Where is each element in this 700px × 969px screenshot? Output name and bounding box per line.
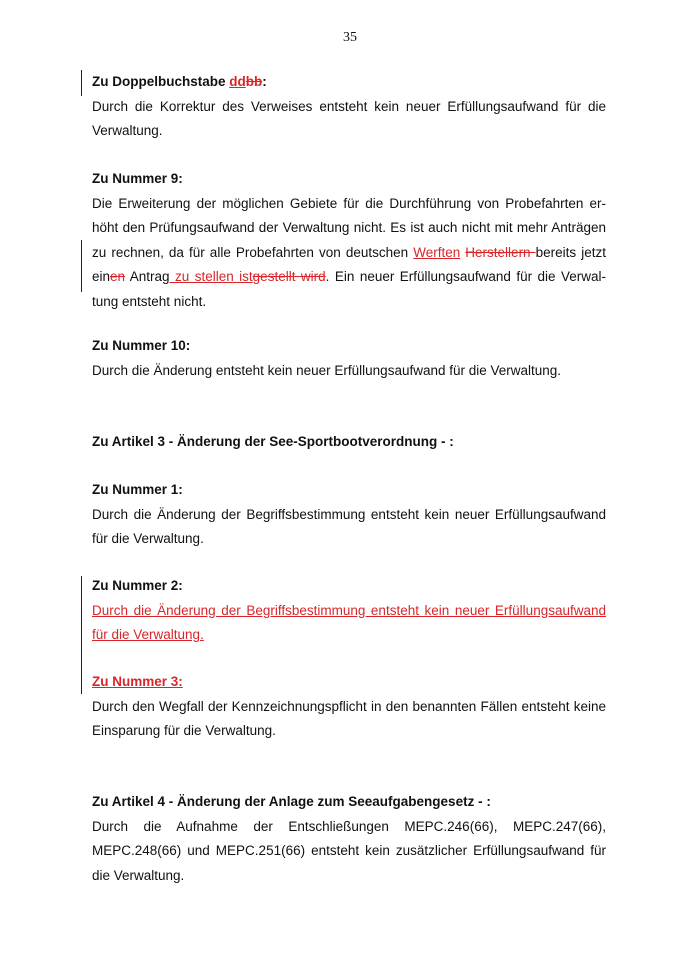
inserted-text: Werften: [413, 244, 461, 260]
paragraph-line: tung entsteht nicht.: [92, 293, 207, 309]
paragraph-line: Durch den Wegfall der Kennzeichnungspflicht in den benannten Fällen entsteht keine: [92, 698, 606, 714]
text: Antrag: [125, 269, 170, 284]
paragraph-line: Durch die Aufnahme der Entschließungen MEPC.246(66), MEPC.247(66),: [92, 818, 606, 834]
paragraph-line: Verwaltung.: [92, 123, 163, 138]
section-nummer-2: [92, 574, 606, 648]
paragraph-line: Durch die Änderung der Begriffsbestimmung entsteht kein neuer Erfüllungsaufwand: [92, 506, 606, 522]
paragraph-line: für die Verwaltung.: [92, 627, 204, 642]
section-nummer-9: [92, 167, 606, 314]
page-number: 35: [343, 30, 357, 45]
text: ein: [92, 269, 111, 284]
section-nummer-1: [92, 478, 606, 552]
paragraph-line: Durch die Änderung entsteht kein neuer Erfüllungsaufwand für die Verwaltung.: [92, 362, 562, 378]
deleted-text: Herstellern: [465, 244, 536, 260]
paragraph-line: für die Verwaltung.: [92, 531, 204, 546]
section-heading: Zu Nummer 9:: [92, 171, 183, 186]
paragraph-line: Die Erweiterung der möglichen Gebiete für die Durchführung von Probefahrten er-: [92, 195, 606, 211]
section-artikel-3: [92, 430, 606, 455]
section-heading: Zu Nummer 10:: [92, 338, 191, 353]
text: bereits jetzt: [535, 244, 606, 260]
paragraph-line: [92, 241, 606, 266]
inserted-text: zu stellen ist: [169, 269, 253, 284]
section-nummer-3: [92, 670, 606, 744]
paragraph-line: Durch die Korrektur des Verweises entsteht kein neuer Erfüllungsaufwand für die: [92, 98, 606, 114]
change-bar: [81, 240, 82, 292]
paragraph-line: die Verwaltung.: [92, 867, 185, 883]
section-heading: Zu Artikel 3 - Änderung der See-Sportbootverordnung - :: [92, 434, 454, 449]
paragraph-line: Einsparung für die Verwaltung.: [92, 723, 276, 738]
section-heading: Zu Nummer 3:: [92, 674, 183, 689]
inserted-text: dd: [229, 74, 246, 89]
section-nummer-10: [92, 334, 606, 383]
text: zu rechnen, da für alle Probefahrten von deutschen: [92, 244, 414, 260]
paragraph-line: Durch die Änderung der Begriffsbestimmung entsteht kein neuer Erfüllungsaufwand: [92, 602, 606, 618]
change-bar: [81, 70, 82, 96]
heading-text: Zu Doppelbuchstabe: [92, 74, 230, 89]
text: . Ein neuer Erfüllungsaufwand für die Verwal-: [325, 269, 607, 284]
paragraph-line: [92, 265, 606, 290]
deleted-text: bb: [245, 74, 263, 89]
section-doppelbuchstabe: [92, 70, 606, 144]
section-heading: Zu Nummer 1:: [92, 482, 183, 497]
paragraph-line: höht den Prüfungsaufwand der Verwaltung nicht. Es ist auch nicht mit mehr Anträgen: [92, 220, 606, 235]
change-bar: [81, 576, 82, 694]
section-heading: Zu Nummer 2:: [92, 578, 183, 593]
section-heading: [92, 70, 606, 95]
section-artikel-4: [92, 790, 606, 888]
section-heading: Zu Artikel 4 - Änderung der Anlage zum Seeaufgabengesetz - :: [92, 794, 491, 809]
deleted-text: gestellt wird: [252, 269, 326, 284]
heading-text: :: [262, 74, 267, 89]
paragraph-line: MEPC.248(66) und MEPC.251(66) entsteht kein zusätzlicher Erfüllungsaufwand für: [92, 843, 606, 858]
deleted-text: en: [110, 269, 126, 284]
